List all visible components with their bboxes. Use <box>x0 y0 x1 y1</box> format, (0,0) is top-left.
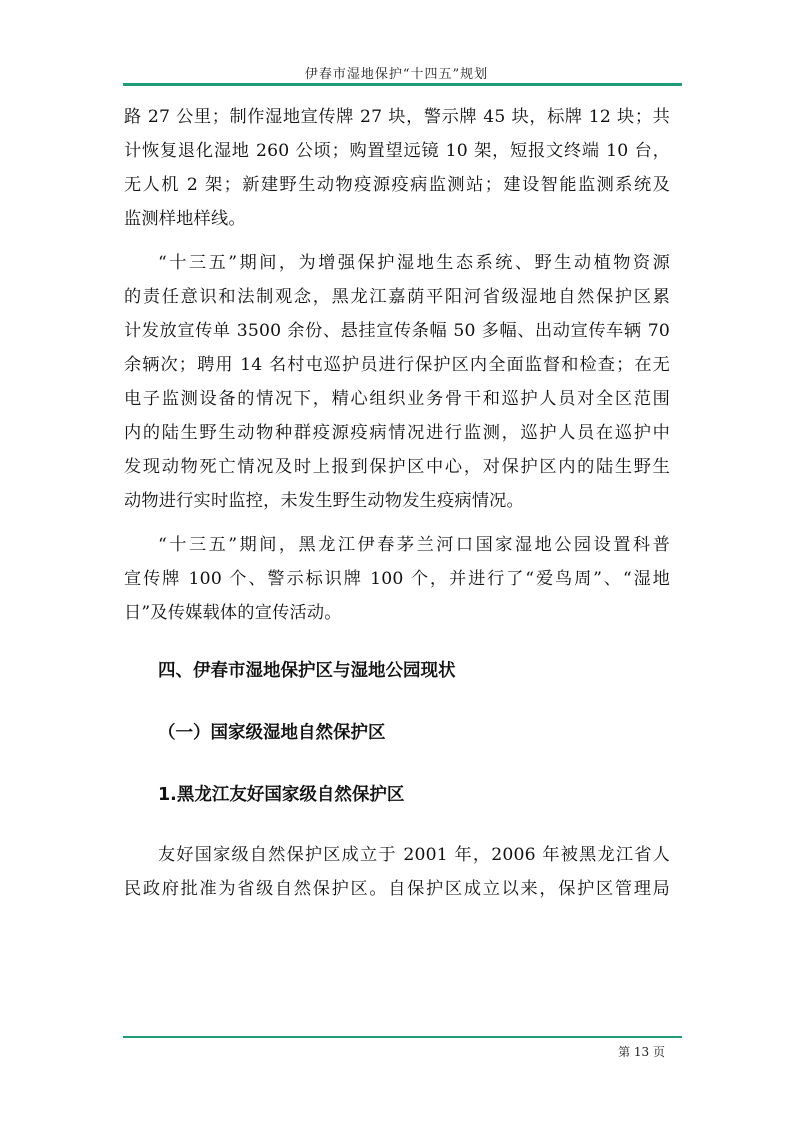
running-header-title: 伊春市湿地保护“十四五”规划 <box>304 67 489 82</box>
text-line: 无人机 2 架；新建野生动物疫源疫病监测站；建设智能监测系统及 <box>124 175 670 195</box>
text-line: 的责任意识和法制观念，黑龙江嘉荫平阳河省级湿地自然保护区累 <box>124 287 670 307</box>
text-line: 余辆次；聘用 14 名村屯巡护员进行保护区内全面监督和检查；在无 <box>124 355 670 375</box>
text-line: 内的陆生野生动物种群疫源疫病情况进行监测，巡护人员在巡护中 <box>124 423 670 443</box>
text-line: “十三五”期间，黑龙江伊春茅兰河口国家湿地公园设置科普 <box>158 535 670 555</box>
text-line: 计恢复退化湿地 260 公顷；购置望远镜 10 架，短报文终端 10 台， <box>124 141 670 161</box>
text-line: “十三五”期间，为增强保护湿地生态系统、野生动植物资源 <box>158 253 670 273</box>
item-heading: 1.黑龙江友好国家级自然保护区 <box>158 785 405 805</box>
text-line: 发现动物死亡情况及时上报到保护区中心，对保护区内的陆生野生 <box>124 457 670 477</box>
paragraph-2 <box>124 246 670 518</box>
paragraph-3 <box>124 528 670 630</box>
text-line: 电子监测设备的情况下，精心组织业务骨干和巡护人员对全区范围 <box>124 389 670 409</box>
page-body <box>124 100 670 906</box>
text-line: 监测样地样线。 <box>124 209 246 229</box>
section-heading: 四、伊春市湿地保护区与湿地公园现状 <box>158 661 456 681</box>
text-line: 宣传牌 100 个、警示标识牌 100 个，并进行了“爱鸟周”、“湿地 <box>124 569 670 589</box>
text-line: 计发放宣传单 3500 余份、悬挂宣传条幅 50 多幅、出动宣传车辆 70 <box>124 321 670 341</box>
footer-divider <box>123 1036 682 1038</box>
text-line: 路 27 公里；制作湿地宣传牌 27 块，警示牌 45 块，标牌 12 块；共 <box>124 107 670 127</box>
text-line: 友好国家级自然保护区成立于 2001 年，2006 年被黑龙江省人 <box>158 845 670 865</box>
text-line: 民政府批准为省级自然保护区。自保护区成立以来，保护区管理局 <box>124 879 670 899</box>
page-number: 第 13 页 <box>618 1045 665 1059</box>
header-divider <box>123 83 682 86</box>
paragraph-4 <box>124 838 670 906</box>
paragraph-1 <box>124 100 670 236</box>
subsection-heading: （一）国家级湿地自然保护区 <box>158 723 386 743</box>
text-line: 日”及传媒载体的宣传活动。 <box>124 603 342 623</box>
text-line: 动物进行实时监控，未发生野生动物发生疫病情况。 <box>124 491 524 511</box>
